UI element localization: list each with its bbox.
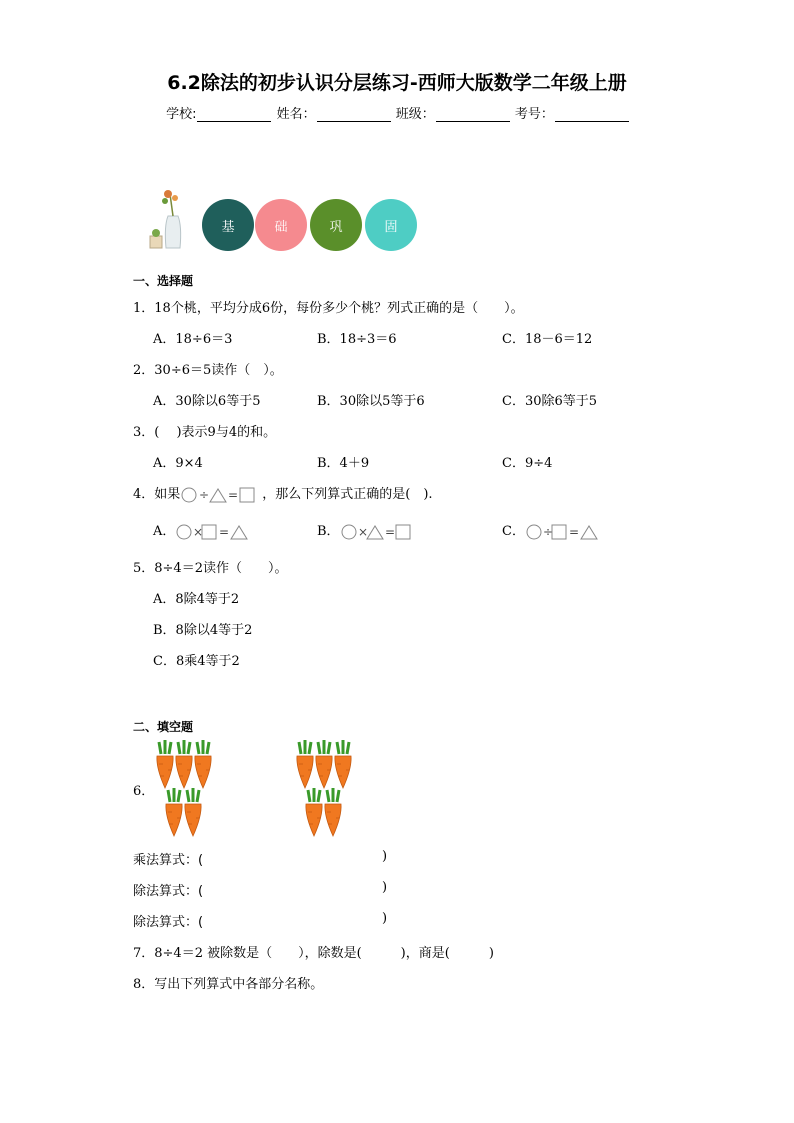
- q2-option-b[interactable]: B．30除以5等于6: [317, 394, 425, 409]
- circle-div-triangle-eq-square-icon: [180, 486, 262, 504]
- question-8: 8．写出下列算式中各部分名称。: [133, 977, 324, 992]
- q4-option-b[interactable]: [317, 520, 422, 541]
- q3-option-b[interactable]: B．4＋9: [317, 456, 370, 471]
- q1-option-a[interactable]: A．18÷6＝3: [153, 332, 233, 347]
- class-label: 班级：: [395, 107, 435, 122]
- q1-option-c[interactable]: C．18－6＝12: [502, 332, 593, 347]
- section-fill-heading: 二、填空题: [133, 720, 194, 734]
- q5-option-a[interactable]: A．8除4等于2: [153, 592, 240, 607]
- svg-text:=: =: [228, 487, 239, 502]
- q5-option-c[interactable]: C．8乘4等于2: [153, 654, 240, 669]
- q4-option-a-label: A．: [153, 524, 176, 539]
- badge-ji: 基: [202, 199, 254, 251]
- question-2: 2．30÷6＝5读作（ ）。: [133, 363, 283, 378]
- name-blank[interactable]: [317, 107, 391, 122]
- question-3: 3．( )表示9与4的和。: [133, 425, 277, 440]
- circle-times-triangle-eq-square-icon: [340, 523, 422, 541]
- school-blank[interactable]: [197, 107, 271, 122]
- number-label: 考号：: [514, 107, 554, 122]
- name-label: 姓名：: [276, 107, 316, 122]
- multiplication-close: ): [382, 849, 388, 864]
- q3-option-c[interactable]: C．9÷4: [502, 456, 553, 471]
- division-label-1: 除法算式：(: [133, 884, 204, 899]
- q5-option-b[interactable]: B．8除以4等于2: [153, 623, 253, 638]
- division-close-2: ): [382, 911, 388, 926]
- circle-times-square-eq-triangle-icon: [175, 523, 257, 541]
- circle-div-square-eq-triangle-icon: [525, 523, 607, 541]
- svg-text:=: =: [568, 524, 580, 539]
- carrots-illustration: [150, 738, 380, 838]
- vase-plant-icon: [148, 186, 198, 252]
- q2-option-c[interactable]: C．30除6等于5: [502, 394, 598, 409]
- page-title: 6.2除法的初步认识分层练习-西师大版数学二年级上册: [167, 72, 627, 94]
- q1-option-b[interactable]: B．18÷3＝6: [317, 332, 397, 347]
- svg-text:×: ×: [193, 524, 204, 539]
- svg-text:÷: ÷: [199, 487, 210, 502]
- q4-option-a[interactable]: [153, 520, 257, 541]
- question-7: 7．8÷4＝2 被除数是（ ），除数是( )，商是( ): [133, 946, 494, 961]
- badge-chu: 础: [255, 199, 307, 251]
- svg-text:×: ×: [357, 524, 368, 539]
- question-5: 5．8÷4＝2读作（ ）。: [133, 561, 288, 576]
- division-close-1: ): [382, 880, 388, 895]
- student-info-row: [0, 103, 794, 122]
- q2-option-a[interactable]: A．30除以6等于5: [153, 394, 261, 409]
- question-6-number: 6．: [133, 784, 155, 799]
- question-1: 1．18个桃，平均分成6份，每份多少个桃？列式正确的是（ ）。: [133, 301, 524, 316]
- badge-gong: 巩: [310, 199, 362, 251]
- school-label: 学校:: [166, 107, 197, 122]
- svg-text:=: =: [384, 524, 395, 539]
- multiplication-label: 乘法算式：(: [133, 853, 204, 868]
- q4-stem-pre: 4．如果: [133, 487, 181, 502]
- division-label-2: 除法算式：(: [133, 915, 204, 930]
- carrot-group-1: [157, 740, 211, 836]
- number-blank[interactable]: [555, 107, 629, 122]
- class-blank[interactable]: [436, 107, 510, 122]
- question-4: [133, 483, 433, 504]
- carrot-group-2: [297, 740, 351, 836]
- q4-option-c[interactable]: [502, 520, 607, 541]
- svg-text:=: =: [219, 524, 230, 539]
- badge-gu: 固: [365, 199, 417, 251]
- q4-stem-post: ，那么下列算式正确的是( ).: [262, 487, 433, 502]
- svg-text:÷: ÷: [542, 524, 554, 539]
- q4-option-c-label: C．: [502, 524, 525, 539]
- section-choice-heading: 一、选择题: [133, 274, 194, 288]
- q3-option-a[interactable]: A．9×4: [153, 456, 203, 471]
- q4-option-b-label: B．: [317, 524, 340, 539]
